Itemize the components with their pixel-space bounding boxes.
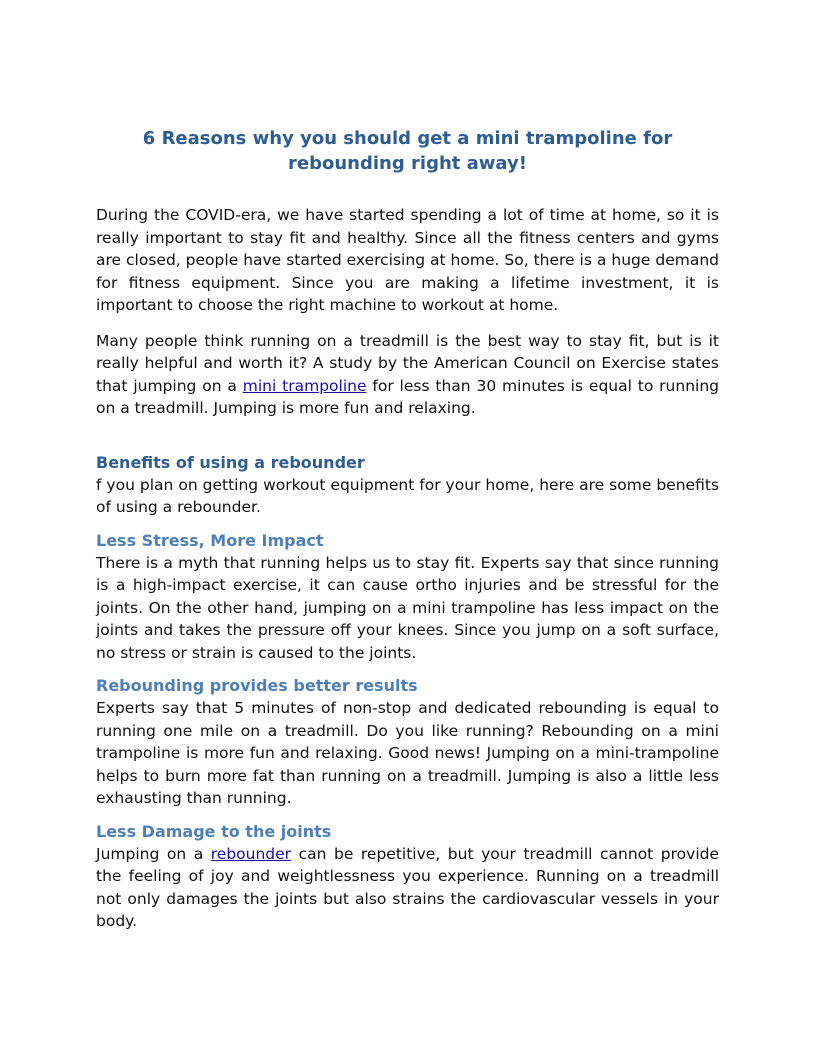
page-title: 6 Reasons why you should get a mini trampoline for rebounding right away! (142, 128, 673, 174)
rebounder-link[interactable]: rebounder (210, 844, 292, 863)
intro-text-after-link: for less than 30 minutes is equal to running on a treadmill. Jumping is more fun and relaxing. (96, 376, 719, 417)
benefits-heading: Benefits of using a rebounder (96, 452, 365, 472)
section-heading-less-damage: Less Damage to the joints (96, 821, 332, 841)
spacer (96, 433, 719, 452)
section-heading-better-results: Rebounding provides better results (96, 676, 418, 695)
benefits-paragraph: f you plan on getting workout equipment for your home, here are some benefits of using a rebounder. (96, 475, 719, 516)
section-paragraph-better-results: Experts say that 5 minutes of non-stop and dedicated rebounding is equal to running one mile on a treadmill. Do you like running? Rebounding on a mini trampoline is more fun and relaxing. Good news! Jumping on a mini-trampoline helps to burn more fat than running on a treadmill. Jumping is also a little less exhausting than running. (96, 699, 719, 807)
intro-paragraph-1: During the COVID-era, we have started spending a lot of time at home, so it is really important to stay fit and healthy. Since all the fitness centers and gyms are closed, people have started exercising at home. So, there is a huge demand for fitness equipment. Since you are making a lifetime investment, it is important to choose the right machine to workout at home. (96, 206, 719, 314)
less-damage-text-after-link: can be repetitive, but your treadmill cannot provide the feeling of joy and weightlessness you experience. Running on a treadmill not only damages the joints but also strains the cardiovascular vessels in your body. (96, 844, 720, 930)
intro-text-before-link: Many people think running on a treadmill is the best way to stay fit, but is it really helpful and worth it? A study by the American Council on Exercise states that jumping on a (96, 331, 719, 395)
intro-paragraph-2 (96, 330, 719, 420)
less-damage-text-before-link: Jumping on a (96, 844, 211, 863)
section-heading-less-stress: Less Stress, More Impact (96, 530, 324, 550)
section-paragraph-less-damage (96, 843, 719, 933)
mini-trampoline-link[interactable]: mini trampoline (242, 376, 367, 395)
document-page (96, 126, 719, 944)
section-paragraph-less-stress: There is a myth that running helps us to stay fit. Experts say that since running is a high-impact exercise, it can cause ortho injuries and be stressful for the joints. On the other hand, jumping on a mini trampoline has less impact on the joints and takes the pressure off your knees. Since you jump on a soft surface, no stress or strain is caused to the joints. (96, 553, 719, 662)
